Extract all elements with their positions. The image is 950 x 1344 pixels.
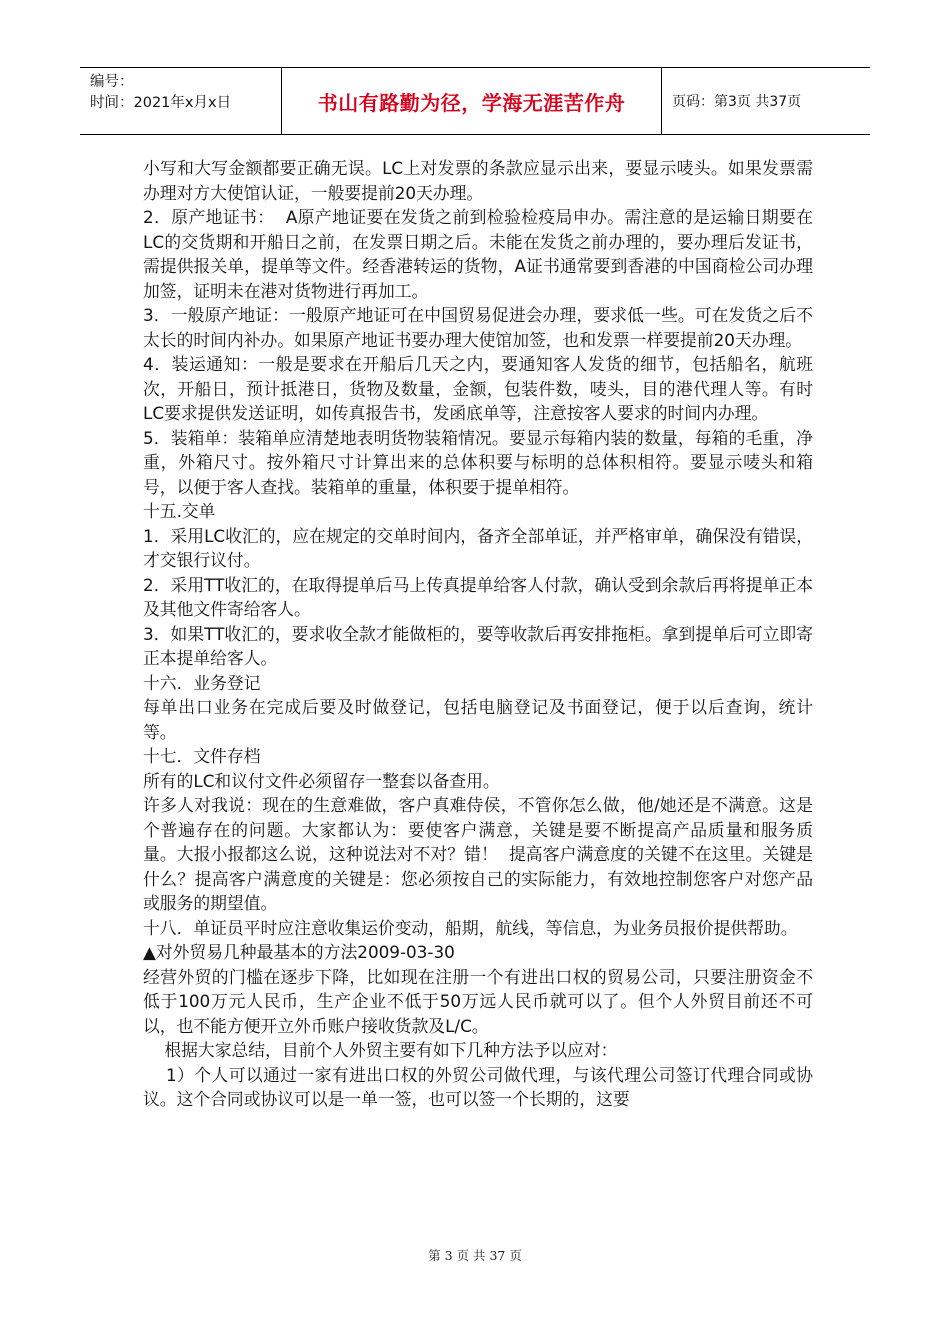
paragraph: 5．装箱单：装箱单应清楚地表明货物装箱情况。要显示每箱内装的数量，每箱的毛重，净重，外箱尺寸。按外箱尺寸计算出来的总体积要与标明的总体积相符。要显示唛头和箱号，以便于客人查找。装箱单的重量，体积要于提单相符。 — [143, 427, 813, 497]
page-header — [80, 67, 870, 135]
paragraph: 所有的LC和议付文件必须留存一整套以备查用。 — [143, 770, 500, 791]
paragraph: 3．一般原产地证：一般原产地证可在中国贸易促进会办理，要求低一些。可在发货之后不太长的时间内补办。如果原产地证书要办理大使馆加签，也和发票一样要提前20天办理。 — [143, 305, 813, 350]
page-footer: 第 3 页 共 37 页 — [428, 1248, 522, 1263]
document-number-label: 编号： — [90, 74, 134, 90]
header-page-info: 页码：第3页 共37页 — [672, 94, 802, 110]
paragraph: 小写和大写金额都要正确无误。LC上对发票的条款应显示出来，要显示唛头。如果发票需办理对方大使馆认证，一般要提前20天办理。 — [143, 158, 813, 203]
header-motto: 书山有路勤为径，学海无涯苦作舟 — [282, 68, 662, 134]
paragraph: 1）个人可以通过一家有进出口权的外贸公司做代理，与该代理公司签订代理合同或协议。这个合同或协议可以是一单一签，也可以签一个长期的，这要 — [143, 1064, 813, 1109]
document-body — [143, 156, 813, 1112]
paragraph: 2．原产地证书： A原产地证要在发货之前到检验检疫局申办。需注意的是运输日期要在LC的交货期和开船日之前，在发票日期之后。未能在发货之前办理的，要办理后发证书，需提供报关单，提单等文件。经香港转运的货物，A证书通常要到香港的中国商检公司办理加签，证明未在港对货物进行再加工。 — [143, 207, 813, 301]
paragraph: 每单出口业务在完成后要及时做登记，包括电脑登记及书面登记，便于以后查询，统计等。 — [143, 697, 813, 742]
paragraph: 经营外贸的门槛在逐步下降，比如现在注册一个有进出口权的贸易公司，只要注册资金不低于100万元人民币，生产企业不低于50万远人民币就可以了。但个人外贸目前还不可以，也不能方便开立外币账户接收货款及L/C。 — [143, 966, 813, 1036]
paragraph: 十八．单证员平时应注意收集运价变动，船期，航线，等信息，为业务员报价提供帮助。 — [143, 917, 798, 938]
section-heading: 十六．业务登记 — [143, 672, 261, 693]
section-heading: 十七．文件存档 — [143, 746, 261, 766]
section-heading: 十五.交单 — [143, 501, 216, 521]
header-meta — [80, 68, 282, 134]
article-title: ▲对外贸易几种最基本的方法2009-03-30 — [143, 942, 455, 962]
paragraph: 2．采用TT收汇的，在取得提单后马上传真提单给客人付款，确认受到余款后再将提单正本及其他文件寄给客人。 — [143, 574, 813, 619]
paragraph: 4．装运通知：一般是要求在开船后几天之内，要通知客人发货的细节，包括船名，航班次，开船日，预计抵港日，货物及数量，金额，包装件数，唛头，目的港代理人等。有时LC要求提供发送证明，如传真报告书，发函底单等，注意按客人要求的时间内办理。 — [143, 354, 813, 423]
paragraph: 1．采用LC收汇的，应在规定的交单时间内，备齐全部单证，并严格审单，确保没有错误，才交银行议付。 — [143, 525, 813, 570]
paragraph: 根据大家总结，目前个人外贸主要有如下几种方法予以应对： — [143, 1040, 618, 1060]
paragraph: 3．如果TT收汇的，要求收全款才能做柜的，要等收款后再安排拖柜。拿到提单后可立即寄正本提单给客人。 — [143, 623, 813, 668]
document-time-label: 时间：2021年x月x日 — [90, 95, 232, 111]
paragraph: 许多人对我说：现在的生意难做，客户真难侍侯，不管你怎么做，他/她还是不满意。这是个普遍存在的问题。大家都认为：要使客户满意，关键是要不断提高产品质量和服务质量。大报小报都这么说，这种说法对不对？错！ 提高客户满意度的关键不在这里。关键是什么？提高客户满意度的关键是：您必须按自己的实际能力，有效地控制您客户对您产品或服务的期望值。 — [143, 795, 813, 913]
